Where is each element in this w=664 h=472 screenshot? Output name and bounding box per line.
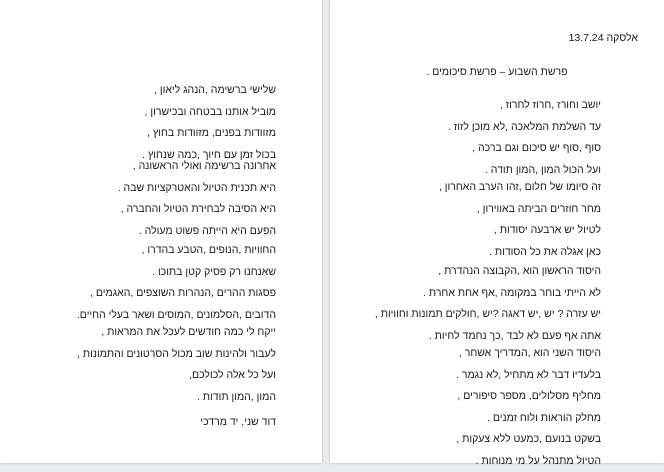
poem-stanza bbox=[77, 322, 276, 408]
signature-line: דוד שני, יד מרדכי bbox=[200, 412, 276, 434]
poem-stanza bbox=[118, 156, 276, 242]
poem-stanza bbox=[448, 95, 601, 181]
poem-line: החוויות ,הנופים ,הטבע בהדרו , bbox=[77, 240, 276, 262]
poem-line: הפעם היא הייתה פשוט מעולה . bbox=[118, 221, 276, 243]
poem-line: כאן אגלה את כל הסודות . bbox=[439, 242, 601, 264]
author-signature bbox=[200, 412, 276, 434]
poem-line: מזוודות בפנים, מזוודות בחוץ , bbox=[142, 123, 276, 145]
poem-line: המון ,המון תודות . bbox=[77, 387, 276, 409]
document-header-date: אלסקה 13.7.24 bbox=[569, 32, 638, 44]
poem-line: היסוד הראשון הוא ,הקבוצה הנהדרת , bbox=[375, 261, 601, 283]
poem-line: בשקט בנועם ,כמעט ללא צעקות , bbox=[456, 429, 601, 451]
poem-line: מחר חוזרים הביתה באווירון , bbox=[439, 199, 601, 221]
poem-line: ייקח לי כמה חודשים לעכל את המראות , bbox=[77, 322, 276, 344]
poem-line: מחליף מסלולים, מספר סיפורים , bbox=[456, 386, 601, 408]
poem-line: לעבור ולהינות שוב מכול הסרטונים והתמונות , bbox=[77, 344, 276, 366]
poem-line: הטיול מתנהל על מי מנוחות . bbox=[456, 451, 601, 472]
poem-line: היא תכנית הטיול והאטרקציות שבה . bbox=[118, 178, 276, 200]
poem-line: בלעדיו דבר לא מתחיל ,לא נגמר . bbox=[456, 365, 601, 387]
poem-line: לטיול יש ארבעה יסודות , bbox=[439, 220, 601, 242]
poem-line: אחרונה ברשימה ואולי הראשונה , bbox=[118, 156, 276, 178]
poem-stanza bbox=[77, 240, 276, 326]
poem-line: היסוד השני הוא ,המדריך אשחר , bbox=[456, 343, 601, 365]
poem-line: שלישי ברשימה ,הנהג ליאון , bbox=[142, 80, 276, 102]
poem-line: שאנחנו רק פסיק קטן בתוכו . bbox=[77, 262, 276, 284]
poem-line: לא הייתי בוחר במקומה ,אף אחת אחרת . bbox=[375, 283, 601, 305]
poem-line: סוף ,סוף יש סיכום וגם ברכה , bbox=[448, 138, 601, 160]
poem-stanza bbox=[456, 343, 601, 472]
poem-line: אתה אף פעם לא לבד ,כך נחמד לחיות . bbox=[375, 326, 601, 348]
poem-line: ועל כל אלה לכולכם, bbox=[77, 365, 276, 387]
poem-title-line: פרשת השבוע – פרשת סיכומים . bbox=[330, 62, 664, 84]
document-page-right bbox=[330, 0, 664, 463]
document-page-left bbox=[0, 0, 322, 463]
poem-stanza bbox=[142, 80, 276, 166]
poem-line: מוביל אותנו בבטחה ובכישרון , bbox=[142, 102, 276, 124]
poem-title bbox=[330, 62, 664, 84]
poem-line: הדובים ,הסלמונים ,המוסים ושאר בעלי החיים. bbox=[77, 305, 276, 327]
poem-line: בכול זמן עם חיוך ,כמה שנחוץ . bbox=[142, 145, 276, 167]
poem-stanza bbox=[375, 261, 601, 347]
poem-line: יש עזרה ? יש ,יש דאגה ?יש ,חולקים תמונות וחוויות , bbox=[375, 304, 601, 326]
poem-line: מחלק הוראות ולוח זמנים . bbox=[456, 408, 601, 430]
poem-line: ועל הכול המון ,המון תודה . bbox=[448, 160, 601, 182]
poem-line: פסגות ההרים ,הנהרות השוצפים ,האגמים , bbox=[77, 283, 276, 305]
poem-line: היא הסיבה לבחירת הטיול והחברה , bbox=[118, 199, 276, 221]
poem-line: זה סיומו של חלום ,זהו הערב האחרון , bbox=[439, 177, 601, 199]
poem-line: עד השלמת המלאכה ,לא מוכן לזוז . bbox=[448, 117, 601, 139]
poem-stanza bbox=[439, 177, 601, 263]
poem-line: יושב וחורז ,חרוז לחרוז , bbox=[448, 95, 601, 117]
